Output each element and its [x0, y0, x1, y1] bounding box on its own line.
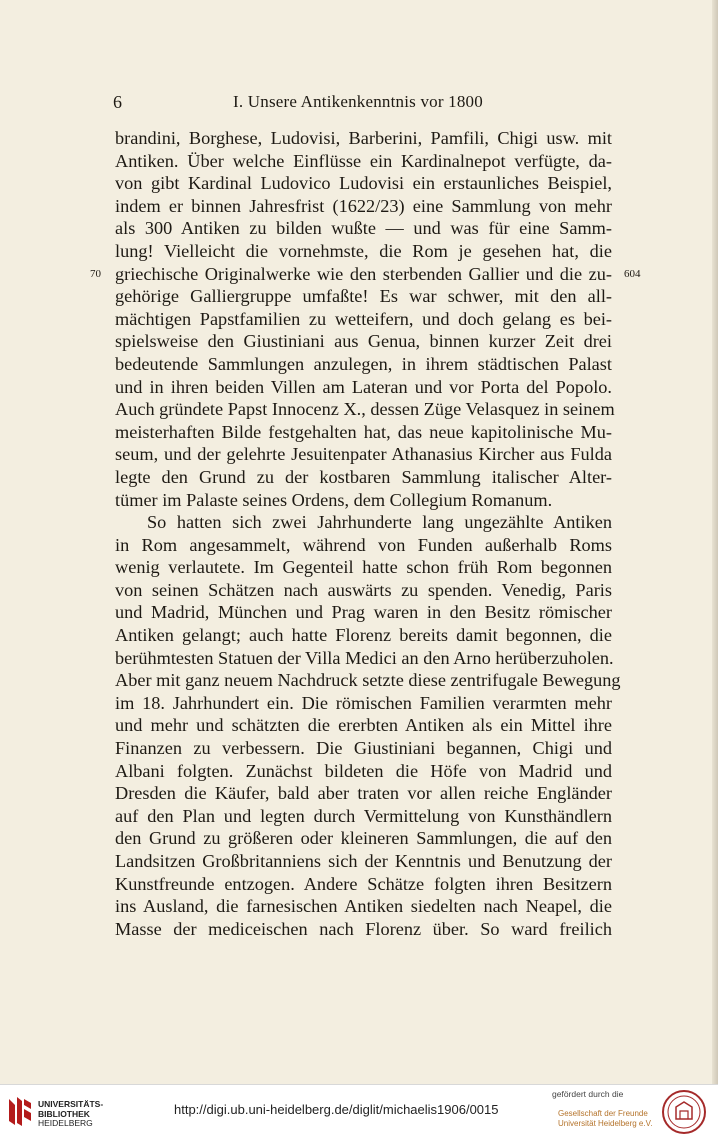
page-header: [113, 92, 613, 116]
text-line: und mehr und schätzten die ererbten Antiken als ein Mittel ihre: [115, 715, 612, 736]
text-line: legte den Grund zu der kostbaren Sammlung italischer Alter-: [115, 466, 612, 487]
text-line: Finanzen zu verbessern. Die Giustiniani begannen, Chigi und: [115, 738, 612, 759]
text-line: und Madrid, München und Prag waren in den Besitz römischer: [115, 602, 612, 623]
text-line: meisterhaften Bilde festgehalten hat, das neue kapitolinische Mu-: [115, 421, 612, 442]
viewer-footer: [0, 1084, 718, 1137]
university-library-logo[interactable]: [6, 1093, 136, 1131]
text-line: griechische Originalwerke wie den sterbenden Gallier und die zu-: [115, 263, 612, 284]
text-line: Antiken gelangt; auch hatte Florenz bereits damit begonnen, die: [115, 625, 612, 646]
margin-note-right: 604: [624, 268, 641, 280]
text-line: in Rom angesammelt, während von Funden außerhalb Roms: [115, 534, 612, 555]
text-line: den Grund zu größeren oder kleineren Sammlungen, die auf den: [115, 828, 612, 849]
sponsor-name: [558, 1109, 652, 1128]
library-name-line: UNIVERSITÄTS-: [38, 1099, 104, 1109]
sponsor-label: gefördert durch die: [552, 1089, 624, 1099]
text-line: Albani folgten. Zunächst bildeten die Höfe von Madrid und: [115, 760, 612, 781]
text-line: spielsweise den Giustiniani aus Genua, binnen kurzer Zeit drei: [115, 331, 612, 352]
text-line: Dresden die Käufer, bald aber traten vor allen reiche Engländer: [115, 783, 612, 804]
text-line: ins Ausland, die farnesischen Antiken siedelten nach Neapel, die: [115, 896, 612, 917]
sponsor-name-line: Gesellschaft der Freunde: [558, 1109, 648, 1118]
text-line: lung! Vielleicht die vornehmste, die Rom je gesehen hat, die: [115, 240, 612, 261]
text-line: Auch gründete Papst Innocenz X., dessen Züge Velasquez in seinem: [115, 399, 615, 420]
library-name-line: HEIDELBERG: [38, 1118, 93, 1128]
sponsor-block[interactable]: [542, 1089, 654, 1133]
ub-logo-icon: [6, 1095, 34, 1127]
text-line: Aber mit ganz neuem Nachdruck setzte diese zentrifugale Bewegung: [115, 670, 621, 691]
text-line: gehörige Galliergruppe umfaßte! Es war schwer, mit den all-: [115, 286, 612, 307]
body-text: [115, 127, 621, 940]
text-line: bedeutende Sammlungen anzulegen, in ihrem städtischen Palast: [115, 353, 612, 374]
text-line: brandini, Borghese, Ludovisi, Barberini, Pamfili, Chigi usw. mit: [115, 128, 612, 148]
page-edge: [712, 0, 718, 1084]
library-name-line: BIBLIOTHEK: [38, 1108, 90, 1119]
text-line: Kunstfreunde entzogen. Andere Schätze folgten ihren Besitzern: [115, 873, 612, 894]
text-line: Landsitzen Großbritanniens sich der Kenntnis und Benutzung der: [115, 851, 612, 871]
text-line: Antiken. Über welche Einflüsse ein Kardinalnepot verfügte, da-: [115, 150, 612, 171]
text-line: von gibt Kardinal Ludovico Ludovisi ein erstaunliches Beispiel,: [115, 173, 612, 194]
text-line: berühmtesten Statuen der Villa Medici an den Arno herüberzuholen.: [115, 647, 614, 668]
text-line: Masse der mediceischen nach Florenz über. So ward freilich: [115, 918, 612, 939]
text-line: So hatten sich zwei Jahrhunderte lang ungezählte Antiken: [147, 512, 612, 533]
running-title: I. Unsere Antikenkenntnis vor 1800: [233, 92, 483, 111]
text-line: seum, und der gelehrte Jesuitenpater Athanasius Kircher aus Fulda: [115, 444, 612, 465]
permalink-url[interactable]: http://digi.ub.uni-heidelberg.de/diglit/michaelis1906/0015: [174, 1102, 499, 1117]
text-line: indem er binnen Jahresfrist (1622/23) eine Sammlung von mehr: [115, 195, 612, 216]
margin-note-left: 70: [90, 268, 101, 280]
university-seal-icon: [661, 1089, 707, 1135]
text-line: im 18. Jahrhundert ein. Die römischen Familien verarmten mehr: [115, 692, 612, 713]
text-line: auf den Plan und legten durch Vermittelung von Kunsthändlern: [115, 805, 612, 826]
library-name: [38, 1100, 103, 1129]
text-line: tümer im Palaste seines Ordens, dem Collegium Romanum.: [115, 489, 553, 510]
page-number: 6: [113, 92, 122, 112]
text-line: wenig verlautete. Im Gegenteil hatte schon früh Rom begonnen: [115, 557, 612, 578]
text-line: und in ihren beiden Villen am Lateran und vor Porta del Popolo.: [115, 376, 612, 397]
text-line: als 300 Antiken zu bilden wußte — und was für eine Samm-: [115, 218, 612, 239]
text-line: von seinen Schätzen nach auswärts zu spenden. Venedig, Paris: [115, 579, 612, 600]
sponsor-name-line: Universität Heidelberg e.V.: [558, 1118, 653, 1128]
text-line: mächtigen Papstfamilien zu wetteifern, und doch gelang es bei-: [115, 308, 612, 329]
